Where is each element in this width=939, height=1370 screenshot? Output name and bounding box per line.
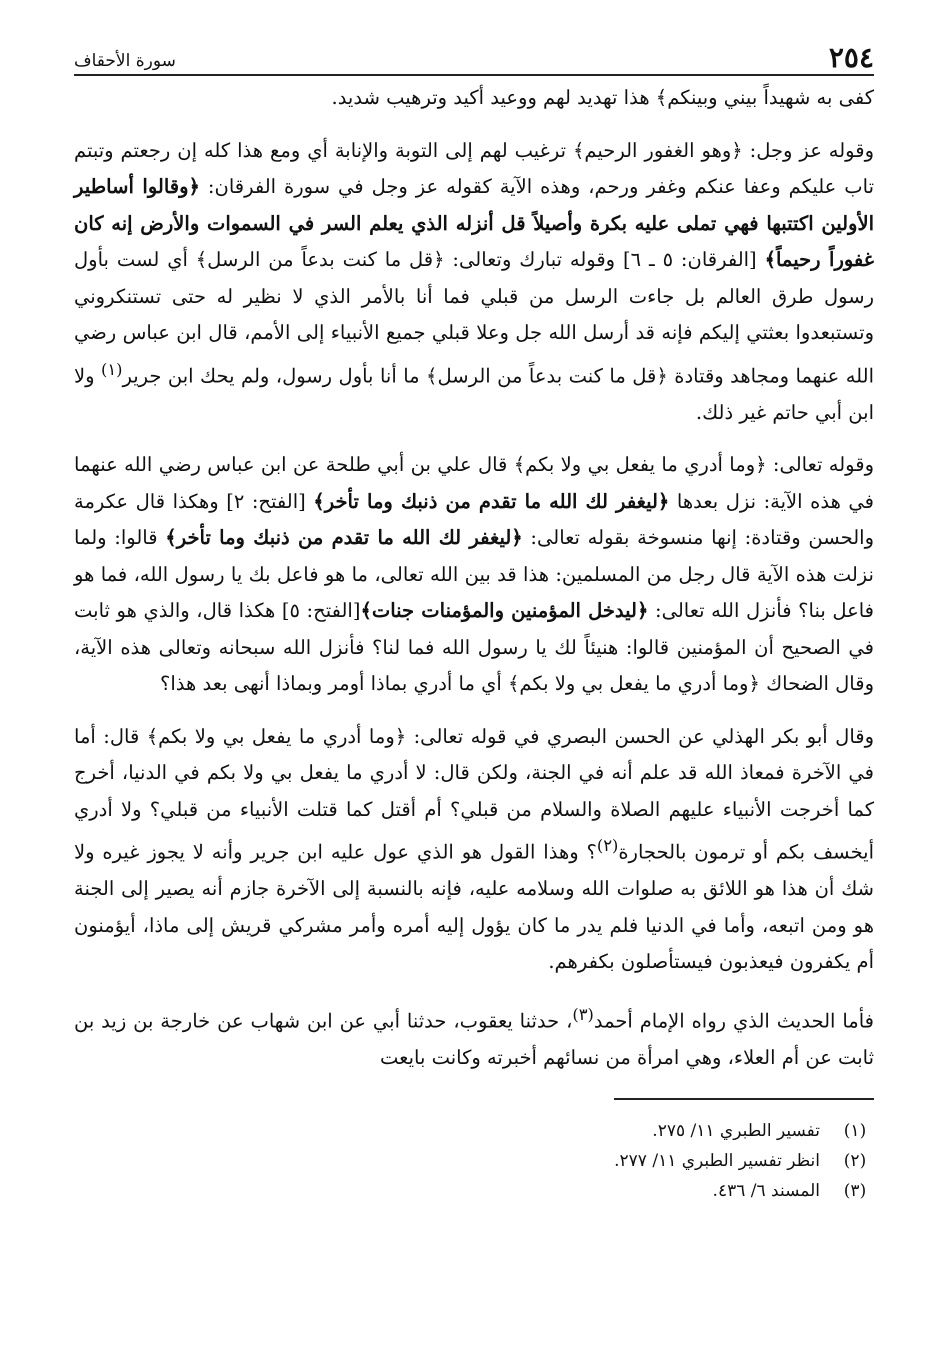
quranic-verse: ﴿وقالوا أساطير الأولين اكتتبها فهي تملى عليه بكرة وأصيلاً قل أنزله الذي يعلم السر في السموات والأرض إنه كان غفوراً رحيماً﴾ (74, 175, 874, 271)
footnote-text: انظر تفسير الطبري ١١/ ٢٧٧. (614, 1151, 820, 1171)
paragraph (74, 80, 874, 117)
footnote-ref: (٢) (596, 836, 619, 855)
footnote-text: تفسير الطبري ١١/ ٢٧٥. (652, 1121, 820, 1141)
paragraph (74, 719, 874, 981)
text-run: [الفتح: ٢] وهكذا قال عكرمة والحسن وقتادة: إنها منسوخة بقوله تعالى: (74, 489, 874, 549)
quranic-verse: ﴿ليدخل المؤمنين والمؤمنات جنات﴾ (360, 599, 649, 622)
text-run: ولا ابن أبي حاتم غير ذلك. (74, 364, 874, 424)
quranic-verse: ﴿ليغفر لك الله ما تقدم من ذنبك وما تأخر﴾ (165, 526, 523, 549)
paragraph (74, 447, 874, 703)
footnote-ref: (٣) (572, 1004, 594, 1024)
text-run: كفى به شهيداً بيني وبينكم﴾ هذا تهديد لهم ووعيد أكيد وترهيب شديد. (331, 86, 874, 109)
text-run: ، حدثنا يعقوب، حدثنا أبي عن ابن شهاب عن خارجة بن زيد بن ثابت عن أم العلاء، وهي امرأة من نسائهم أخبرته وكانت بايعت (74, 1009, 874, 1069)
paragraph (74, 133, 874, 432)
text-run: ؟ وهذا القول هو الذي عول عليه ابن جرير وأنه لا يجوز غيره ولا شك أن هذا هو اللائق به صلوات الله وسلامه عليه، فإنه بالنسبة إلى الآخرة جازم أنه يصير إلى الجنة هو ومن اتبعه، وأما في الدنيا فلم يدر ما كان يؤول إليه أمره وأمر مشركي قريش إلى ماذا، أيؤمنون أم يكفرون فيعذبون فيستأصلون بكفرهم. (74, 840, 874, 973)
text-run: [الفرقان: ٥ ـ ٦] وقوله تبارك وتعالى: ﴿قل ما كنت بدعاً من الرسل﴾ أي لست بأول رسول طرق العالم بل جاءت الرسل من قبلي فما أنا بالأمر الذي لا نظير له حتى تستنكروني وتستبعدوا بعثتي إليكم فإنه قد أرسل الله جل وعلا قبلي جميع الأنبياء إلى الأمم، قال ابن عباس رضي الله عنهما ومجاهد وقتادة ﴿قل ما كنت بدعاً من الرسل﴾ ما أنا بأول رسول، ولم يحك ابن جرير (74, 248, 874, 387)
book-page (74, 36, 874, 1206)
footnote (74, 1116, 868, 1146)
page-number: ٢٥٤ (828, 41, 874, 74)
footnote-text: المسند ٦/ ٤٣٦. (712, 1181, 820, 1201)
text-run: وقوله تعالى: ﴿وما أدري ما يفعل بي ولا بكم﴾ قال علي بن أبي طلحة عن ابن عباس رضي الله عنهما في هذه الآية: نزل بعدها (74, 453, 874, 513)
text-run: فأما الحديث الذي رواه الإمام أحمد (593, 1009, 874, 1032)
page-header (74, 36, 874, 76)
surah-title: سورة الأحقاف (74, 51, 176, 71)
footnote-divider (614, 1098, 874, 1100)
footnotes (74, 1116, 874, 1206)
footnote-number: (٢) (843, 1151, 867, 1171)
footnote-number: (١) (843, 1121, 867, 1141)
text-run: وقوله عز وجل: ﴿وهو الغفور الرحيم﴾ ترغيب لهم إلى التوبة والإنابة أي ومع هذا كله إن رجعتم وتبتم تاب عليكم وعفا عنكم وغفر ورحم، وهذه الآية كقوله عز وجل في سورة الفرقان: (74, 138, 874, 198)
footnote (74, 1176, 868, 1206)
quranic-verse: ﴿ليغفر لك الله ما تقدم من ذنبك وما تأخر﴾ (313, 489, 670, 513)
footnote-ref: (١) (101, 359, 123, 379)
footnote-number: (٣) (843, 1181, 867, 1201)
paragraph (74, 997, 874, 1077)
footnote (74, 1146, 868, 1176)
text-run: [الفتح: ٥] هكذا قال، والذي هو ثابت في الصحيح أن المؤمنين قالوا: هنيئاً لك يا رسول الله فما لنا؟ فأنزل الله سبحانه وتعالى هذه الآية، وقال الضحاك ﴿وما أدري ما يفعل بي ولا بكم﴾ أي ما أدري بماذا أومر وبماذا أنهى بعد هذا؟ (74, 599, 874, 695)
text-run: قالوا: ولما نزلت هذه الآية قال رجل من المسلمين: هذا قد بين الله تعالى، ما هو فاعل بك يا رسول الله، فما هو فاعل بنا؟ فأنزل الله تعالى: (74, 526, 874, 622)
text-run: وقال أبو بكر الهذلي عن الحسن البصري في قوله تعالى: ﴿وما أدري ما يفعل بي ولا بكم﴾ قال: أما في الآخرة فمعاذ الله قد علم أنه في الجنة، ولكن قال: لا أدري ما يفعل بي ولا بكم في الدنيا، أخرج كما أخرجت الأنبياء عليهم الصلاة والسلام من قبلي؟ أم أقتل كما قتلت الأنبياء من قبلي؟ ولا أدري أيخسف بكم أو ترمون بالحجارة (74, 724, 874, 864)
main-text (74, 80, 874, 1076)
